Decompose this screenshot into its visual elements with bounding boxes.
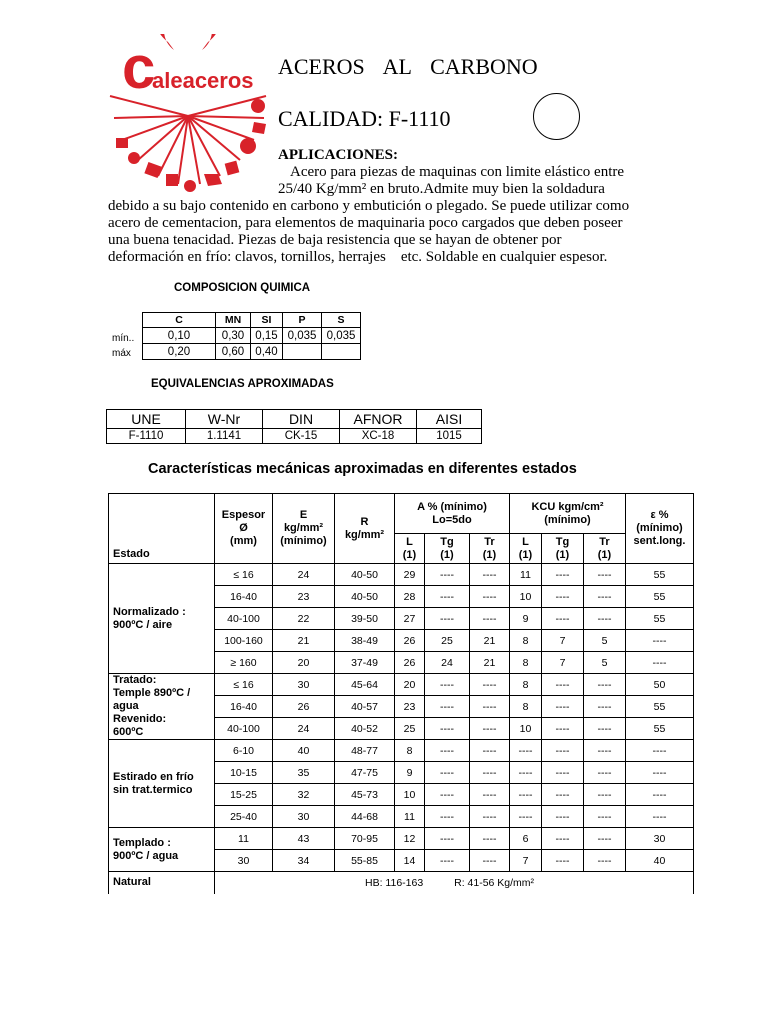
table-cell: 27: [395, 608, 425, 630]
header-aisi: AISI: [417, 410, 482, 429]
table-cell: 70-95: [335, 828, 395, 850]
header-line: A % (mínimo): [417, 500, 487, 513]
table-cell: ----: [470, 674, 510, 696]
table-cell: 43: [273, 828, 335, 850]
table-cell: ----: [470, 762, 510, 784]
table-cell: 7: [542, 652, 584, 674]
table-cell: ≤ 16: [215, 564, 273, 586]
table-cell: ----: [542, 806, 584, 828]
header-line: kg/mm²: [344, 528, 385, 541]
table-cell: 40-100: [215, 718, 273, 740]
cell: [322, 344, 361, 360]
state-line: sin trat.termico: [113, 783, 193, 796]
table-cell: 29: [395, 564, 425, 586]
table-cell: 26: [273, 696, 335, 718]
composition-row-max: [143, 344, 361, 360]
table-cell: 47-75: [335, 762, 395, 784]
applications-text: [108, 164, 708, 266]
table-cell: 14: [395, 850, 425, 872]
cell: F-1110: [107, 429, 186, 444]
table-cell: 26: [395, 630, 425, 652]
header-s: S: [322, 313, 361, 328]
table-cell: 28: [395, 586, 425, 608]
table-cell: ----: [510, 806, 542, 828]
row-label-min: mín..: [112, 333, 135, 344]
table-cell: 55: [626, 586, 694, 608]
table-cell: 37-49: [335, 652, 395, 674]
header-r: [335, 494, 395, 564]
applications-line: acero de cementacion, para elementos de maquinaria poco cargados que deben poseer: [108, 215, 623, 231]
header-line: kg/mm²: [283, 522, 324, 534]
table-cell: 10: [395, 784, 425, 806]
header-mn: MN: [216, 313, 251, 328]
table-cell: ----: [425, 564, 470, 586]
header-line: Tg: [440, 535, 454, 548]
table-cell: ----: [470, 740, 510, 762]
table-cell: ----: [626, 806, 694, 828]
table-cell: 8: [510, 696, 542, 718]
header-line: Tr: [599, 535, 610, 548]
state-line: Temple 890ºC /: [113, 687, 191, 699]
table-cell: ----: [626, 630, 694, 652]
table-cell: 10-15: [215, 762, 273, 784]
header-line: ε %: [650, 509, 669, 521]
table-cell: ≤ 16: [215, 674, 273, 696]
table-cell: ----: [425, 806, 470, 828]
table-cell: ----: [470, 718, 510, 740]
table-cell: ----: [542, 674, 584, 696]
table-cell: ----: [425, 674, 470, 696]
cell: 0,035: [283, 328, 322, 344]
table-cell: ----: [626, 762, 694, 784]
table-cell: 30: [273, 806, 335, 828]
table-cell: 11: [215, 828, 273, 850]
state-normalizado: [109, 564, 215, 674]
table-cell: ----: [542, 586, 584, 608]
table-cell: ----: [542, 762, 584, 784]
table-cell: ----: [626, 784, 694, 806]
header-line: Lo=5do: [432, 513, 472, 526]
table-cell: 9: [510, 608, 542, 630]
table-cell: 25: [425, 630, 470, 652]
table-cell: ----: [470, 696, 510, 718]
header-line: Espesor: [221, 509, 266, 521]
table-cell: ----: [510, 762, 542, 784]
table-cell: 45-64: [335, 674, 395, 696]
table-cell: 22: [273, 608, 335, 630]
composition-table: [142, 312, 361, 360]
state-line: Revenido:: [113, 713, 167, 725]
table-cell: 50: [626, 674, 694, 696]
table-cell: 6: [510, 828, 542, 850]
cell: 0,30: [216, 328, 251, 344]
table-cell: ----: [470, 586, 510, 608]
table-cell: ----: [584, 674, 626, 696]
table-cell: ----: [584, 564, 626, 586]
table-cell: 10: [510, 718, 542, 740]
table-cell: 39-50: [335, 608, 395, 630]
table-cell: 25: [395, 718, 425, 740]
cell: [283, 344, 322, 360]
cell: 1.1141: [186, 429, 263, 444]
table-cell: 23: [273, 586, 335, 608]
table-cell: 11: [395, 806, 425, 828]
header-din: DIN: [263, 410, 340, 429]
table-cell: ----: [425, 718, 470, 740]
applications-heading: APLICACIONES:: [278, 147, 399, 163]
equivalences-title: EQUIVALENCIAS APROXIMADAS: [151, 378, 334, 390]
cell: 0,40: [251, 344, 283, 360]
header-line: (1): [597, 548, 612, 561]
state-line: Templado :: [113, 836, 171, 849]
header-line: (1): [518, 548, 533, 561]
applications-line: 25/40 Kg/mm² en bruto.Admite muy bien la soldadura: [278, 181, 605, 197]
table-cell: 100-160: [215, 630, 273, 652]
state-line: 900ºC / agua: [113, 849, 179, 862]
table-cell: 11: [510, 564, 542, 586]
table-cell: 16-40: [215, 696, 273, 718]
header-line: sent.long.: [633, 535, 686, 547]
table-cell: 40: [273, 740, 335, 762]
header-afnor: AFNOR: [340, 410, 417, 429]
header-epsilon: [626, 494, 694, 564]
table-cell: ----: [425, 740, 470, 762]
table-cell: 35: [273, 762, 335, 784]
table-cell: 55: [626, 564, 694, 586]
table-cell: ----: [542, 850, 584, 872]
state-tratado: [109, 674, 215, 740]
mechanical-title: Características mecánicas aproximadas en diferentes estados: [148, 461, 577, 477]
table-cell: 25-40: [215, 806, 273, 828]
table-cell: ----: [542, 696, 584, 718]
applications-line: una buena tenacidad. Piezas de baja resistencia que se hayan de obtener por: [108, 232, 562, 248]
composition-title: COMPOSICION QUIMICA: [174, 282, 311, 294]
table-cell: 40-50: [335, 564, 395, 586]
header-line: (1): [440, 548, 454, 561]
table-cell: ----: [584, 718, 626, 740]
table-cell: ----: [470, 850, 510, 872]
table-cell: ----: [470, 608, 510, 630]
table-cell: 32: [273, 784, 335, 806]
natural-hb: HB: 116-163: [365, 876, 424, 889]
table-cell: 48-77: [335, 740, 395, 762]
table-cell: ----: [584, 806, 626, 828]
natural-r: R: 41-56 Kg/mm²: [454, 876, 535, 889]
header-line: E: [299, 509, 308, 521]
table-cell: ----: [584, 828, 626, 850]
table-cell: 55-85: [335, 850, 395, 872]
table-cell: 40-50: [335, 586, 395, 608]
table-cell: ≥ 160: [215, 652, 273, 674]
table-cell: ----: [584, 586, 626, 608]
table-cell: 26: [395, 652, 425, 674]
table-cell: 30: [215, 850, 273, 872]
table-cell: 8: [510, 674, 542, 696]
header-a: [395, 494, 510, 534]
empty-circle: [533, 93, 580, 140]
table-cell: ----: [626, 652, 694, 674]
table-cell: 20: [273, 652, 335, 674]
state-estirado: [109, 740, 215, 828]
header-line: (mm): [230, 535, 257, 547]
applications-line: deformación en frío: clavos, tornillos, herrajes etc. Soldable en cualquier espesor.: [108, 249, 608, 265]
table-cell: ----: [542, 828, 584, 850]
table-cell: ----: [542, 564, 584, 586]
table-row: [109, 674, 694, 696]
header-estado: Estado: [109, 494, 215, 564]
table-cell: 21: [273, 630, 335, 652]
header-line: (1): [482, 548, 497, 561]
table-cell: 7: [542, 630, 584, 652]
table-cell: ----: [425, 828, 470, 850]
applications-line: Acero para piezas de maquinas con limite elástico entre: [290, 164, 625, 180]
table-cell: 45-73: [335, 784, 395, 806]
mechanical-table: [108, 493, 694, 894]
cell: 0,20: [143, 344, 216, 360]
table-cell: ----: [425, 608, 470, 630]
table-row: [109, 564, 694, 586]
header-line: Tr: [484, 535, 495, 548]
header-line: (1): [555, 548, 570, 561]
table-cell: ----: [470, 564, 510, 586]
state-natural: Natural: [109, 872, 215, 894]
table-cell: 40-52: [335, 718, 395, 740]
header-wnr: W-Nr: [186, 410, 263, 429]
header-espesor: [215, 494, 273, 564]
table-cell: 55: [626, 696, 694, 718]
table-row: [109, 828, 694, 850]
header-kcu-l: [510, 534, 542, 564]
header-a-tr: [470, 534, 510, 564]
header-line: Ø: [239, 522, 248, 534]
header-e: [273, 494, 335, 564]
table-cell: 30: [626, 828, 694, 850]
table-cell: 8: [510, 652, 542, 674]
table-cell: ----: [542, 608, 584, 630]
table-cell: 38-49: [335, 630, 395, 652]
table-cell: ----: [425, 784, 470, 806]
cell: 0,10: [143, 328, 216, 344]
table-cell: ----: [425, 850, 470, 872]
header-line: L: [406, 535, 413, 548]
table-cell: ----: [510, 784, 542, 806]
table-cell: ----: [425, 696, 470, 718]
natural-values: [215, 872, 694, 894]
table-row: [109, 740, 694, 762]
table-cell: 12: [395, 828, 425, 850]
table-cell: ----: [470, 828, 510, 850]
table-cell: 24: [273, 718, 335, 740]
header-line: KCU kgm/cm²: [531, 500, 604, 513]
header-a-l: [395, 534, 425, 564]
quality-grade: CALIDAD: F-1110: [278, 106, 451, 131]
table-cell: 15-25: [215, 784, 273, 806]
document-title: ACEROS AL CARBONO: [278, 54, 538, 79]
table-cell: ----: [510, 740, 542, 762]
table-cell: 7: [510, 850, 542, 872]
header-line: (mínimo): [280, 535, 327, 547]
table-cell: ----: [542, 718, 584, 740]
table-cell: 21: [470, 630, 510, 652]
header-line: (1): [402, 548, 417, 561]
equivalences-table: [106, 409, 482, 444]
state-line: 900ºC / aire: [113, 618, 173, 631]
header-line: (mínimo): [636, 522, 683, 534]
table-cell: 10: [510, 586, 542, 608]
header-line: Tg: [555, 535, 570, 548]
table-cell: 8: [395, 740, 425, 762]
table-cell: ----: [584, 784, 626, 806]
table-cell: 55: [626, 718, 694, 740]
table-cell: ----: [584, 850, 626, 872]
cell: 0,60: [216, 344, 251, 360]
table-cell: ----: [470, 784, 510, 806]
table-cell: 30: [273, 674, 335, 696]
table-cell: ----: [542, 740, 584, 762]
header-kcu-tr: [584, 534, 626, 564]
cell: CK-15: [263, 429, 340, 444]
row-label-max: máx: [112, 348, 131, 359]
header-kcu-tg: [542, 534, 584, 564]
logo-wordmark: aleaceros: [152, 68, 254, 93]
svg-text:c: c: [122, 34, 156, 101]
table-cell: 40: [626, 850, 694, 872]
table-cell: 24: [273, 564, 335, 586]
state-line: agua: [113, 700, 139, 712]
table-cell: 40-57: [335, 696, 395, 718]
header-line: L: [522, 535, 529, 548]
table-cell: ----: [542, 784, 584, 806]
table-cell: ----: [584, 740, 626, 762]
cell: 0,035: [322, 328, 361, 344]
header-line: R: [360, 515, 369, 528]
state-line: 600ºC: [113, 726, 144, 738]
table-cell: 16-40: [215, 586, 273, 608]
table-cell: 5: [584, 630, 626, 652]
table-cell: 5: [584, 652, 626, 674]
table-cell: ----: [425, 586, 470, 608]
header-line: (mínimo): [544, 513, 591, 526]
table-cell: 44-68: [335, 806, 395, 828]
table-cell: 55: [626, 608, 694, 630]
composition-row-min: [143, 328, 361, 344]
table-cell: 34: [273, 850, 335, 872]
cell: 1015: [417, 429, 482, 444]
state-templado: [109, 828, 215, 872]
header-kcu: [510, 494, 626, 534]
table-cell: 9: [395, 762, 425, 784]
table-cell: ----: [425, 762, 470, 784]
header-une: UNE: [107, 410, 186, 429]
header-c: C: [143, 313, 216, 328]
table-cell: 24: [425, 652, 470, 674]
header-p: P: [283, 313, 322, 328]
state-line: Estirado en frío: [113, 770, 194, 783]
state-line: Normalizado :: [113, 605, 186, 618]
cell: 0,15: [251, 328, 283, 344]
table-cell: ----: [584, 696, 626, 718]
table-cell: 8: [510, 630, 542, 652]
header-si: SI: [251, 313, 283, 328]
cell: XC-18: [340, 429, 417, 444]
table-cell: ----: [626, 740, 694, 762]
table-cell: 6-10: [215, 740, 273, 762]
table-cell: ----: [584, 608, 626, 630]
table-cell: 20: [395, 674, 425, 696]
table-cell: 23: [395, 696, 425, 718]
table-cell: ----: [584, 762, 626, 784]
applications-line: debido a su bajo contenido en carbono y embutición o plegado. Se puede utilizar como: [108, 198, 630, 214]
header-a-tg: [425, 534, 470, 564]
state-line: Tratado:: [113, 674, 157, 686]
table-cell: 21: [470, 652, 510, 674]
table-cell: ----: [470, 806, 510, 828]
table-cell: 40-100: [215, 608, 273, 630]
